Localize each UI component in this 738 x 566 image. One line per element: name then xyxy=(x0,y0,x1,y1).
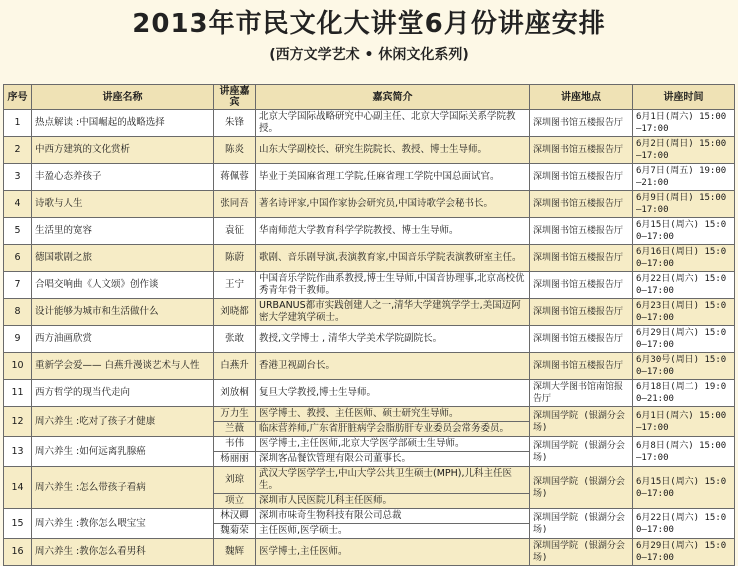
cell-lecture-name: 中西方建筑的文化赏析 xyxy=(32,137,214,164)
cell-time: 6月29日(周六) 15:00—17:00 xyxy=(633,539,735,566)
cell-location: 深圳大学图书馆南馆报告厅 xyxy=(530,380,633,407)
cell-no: 10 xyxy=(4,353,32,380)
cell-location: 深圳图书馆五楼报告厅 xyxy=(530,137,633,164)
cell-lecture-name: 周六养生 :如何远离乳腺癌 xyxy=(32,437,214,467)
cell-guest: 白燕升 xyxy=(214,353,256,380)
table-row xyxy=(4,539,735,566)
cell-intro: 医学博士,主任医师。 xyxy=(256,539,530,566)
cell-location: 深圳图书馆五楼报告厅 xyxy=(530,299,633,326)
cell-location: 深圳图书馆五楼报告厅 xyxy=(530,272,633,299)
cell-time: 6月22日(周六) 15:00—17:00 xyxy=(633,272,735,299)
header-guest: 讲座嘉宾 xyxy=(214,85,256,110)
cell-lecture-name: 周六养生 :吃对了孩子才健康 xyxy=(32,407,214,437)
cell-time: 6月2日(周日) 15:00—17:00 xyxy=(633,137,735,164)
table-row xyxy=(4,467,735,494)
cell-no: 16 xyxy=(4,539,32,566)
cell-intro: 武汉大学医学学士,中山大学公共卫生硕士(MPH),儿科主任医生。 xyxy=(256,467,530,494)
cell-no: 15 xyxy=(4,509,32,539)
cell-guest: 陈蔚 xyxy=(214,245,256,272)
cell-lecture-name: 重新学会爱—— 白燕升漫谈艺术与人性 xyxy=(32,353,214,380)
cell-time: 6月30号(周日) 15:00—17:00 xyxy=(633,353,735,380)
cell-location: 深圳国学院 (银湖分会场) xyxy=(530,509,633,539)
cell-intro: 香港卫视副台长。 xyxy=(256,353,530,380)
cell-guest: 项立 xyxy=(214,494,256,509)
cell-location: 深圳国学院 (银湖分会场) xyxy=(530,437,633,467)
cell-guest: 张敢 xyxy=(214,326,256,353)
cell-intro: 主任医师,医学硕士。 xyxy=(256,524,530,539)
cell-guest: 袁征 xyxy=(214,218,256,245)
header-no: 序号 xyxy=(4,85,32,110)
cell-guest: 万力生 xyxy=(214,407,256,422)
cell-time: 6月1日(周六) 15:00—17:00 xyxy=(633,110,735,137)
cell-location: 深圳国学院 (银湖分会场) xyxy=(530,539,633,566)
cell-lecture-name: 生活里的宽容 xyxy=(32,218,214,245)
table-row xyxy=(4,353,735,380)
cell-guest: 刘晓都 xyxy=(214,299,256,326)
cell-guest: 兰薇 xyxy=(214,422,256,437)
cell-intro: 毕业于美国麻省理工学院,任麻省理工学院中国总面试官。 xyxy=(256,164,530,191)
cell-guest: 韦伟 xyxy=(214,437,256,452)
cell-lecture-name: 周六养生 :教你怎么看男科 xyxy=(32,539,214,566)
cell-intro: 山东大学副校长、研究生院院长、教授、博士生导师。 xyxy=(256,137,530,164)
cell-lecture-name: 德国歌剧之旅 xyxy=(32,245,214,272)
table-row xyxy=(4,509,735,524)
cell-no: 1 xyxy=(4,110,32,137)
cell-no: 3 xyxy=(4,164,32,191)
table-body xyxy=(4,110,735,566)
cell-intro: 北京大学国际战略研究中心副主任、北京大学国际关系学院教授。 xyxy=(256,110,530,137)
cell-no: 8 xyxy=(4,299,32,326)
cell-guest: 蒋佩蓉 xyxy=(214,164,256,191)
cell-location: 深圳图书馆五楼报告厅 xyxy=(530,245,633,272)
cell-location: 深圳图书馆五楼报告厅 xyxy=(530,353,633,380)
table-row xyxy=(4,407,735,422)
cell-time: 6月16日(周日) 15:00—17:00 xyxy=(633,245,735,272)
cell-location: 深圳图书馆五楼报告厅 xyxy=(530,191,633,218)
cell-no: 5 xyxy=(4,218,32,245)
cell-no: 2 xyxy=(4,137,32,164)
cell-intro: 华南师范大学教育科学学院教授、博士生导师。 xyxy=(256,218,530,245)
cell-time: 6月9日(周日) 15:00—17:00 xyxy=(633,191,735,218)
header-name: 讲座名称 xyxy=(32,85,214,110)
cell-lecture-name: 周六养生 :怎么带孩子看病 xyxy=(32,467,214,509)
cell-intro: 医学博士、教授、主任医师、硕士研究生导师。 xyxy=(256,407,530,422)
table-row xyxy=(4,245,735,272)
cell-location: 深圳图书馆五楼报告厅 xyxy=(530,218,633,245)
lecture-schedule-table xyxy=(3,84,735,566)
cell-guest: 魏菊荣 xyxy=(214,524,256,539)
cell-lecture-name: 西方油画欣赏 xyxy=(32,326,214,353)
cell-lecture-name: 设计能够为城市和生活做什么 xyxy=(32,299,214,326)
cell-guest: 魏辉 xyxy=(214,539,256,566)
cell-no: 13 xyxy=(4,437,32,467)
cell-intro: 中国音乐学院作曲系教授,博士生导师,中国音协理事,北京高校优秀青年骨干教师。 xyxy=(256,272,530,299)
cell-intro: 复旦大学教授,博士生导师。 xyxy=(256,380,530,407)
cell-lecture-name: 诗歌与人生 xyxy=(32,191,214,218)
table-row xyxy=(4,218,735,245)
cell-guest: 王宁 xyxy=(214,272,256,299)
table-row xyxy=(4,137,735,164)
cell-lecture-name: 合唱交响曲《人文颂》创作谈 xyxy=(32,272,214,299)
cell-time: 6月23日(周日) 15:00—17:00 xyxy=(633,299,735,326)
table-row xyxy=(4,272,735,299)
cell-location: 深圳图书馆五楼报告厅 xyxy=(530,164,633,191)
cell-no: 14 xyxy=(4,467,32,509)
table-row xyxy=(4,380,735,407)
cell-time: 6月8日(周六) 15:00—17:00 xyxy=(633,437,735,467)
cell-no: 6 xyxy=(4,245,32,272)
header-time: 讲座时间 xyxy=(633,85,735,110)
cell-intro: 深圳客品餐饮管理有限公司董事长。 xyxy=(256,452,530,467)
cell-lecture-name: 周六养生 :教你怎么喂宝宝 xyxy=(32,509,214,539)
cell-location: 深圳国学院 (银湖分会场) xyxy=(530,407,633,437)
cell-lecture-name: 西方哲学的现当代走向 xyxy=(32,380,214,407)
cell-time: 6月18日(周二) 19:00—21:00 xyxy=(633,380,735,407)
page-title: 2013年市民文化大讲堂6月份讲座安排 xyxy=(132,9,606,39)
cell-location: 深圳图书馆五楼报告厅 xyxy=(530,110,633,137)
cell-intro: URBANUS都市实践创建人之一,清华大学建筑学学士,美国迈阿密大学建筑学硕士。 xyxy=(256,299,530,326)
cell-guest: 张同吾 xyxy=(214,191,256,218)
cell-intro: 深圳市人民医院儿科主任医师。 xyxy=(256,494,530,509)
header-intro: 嘉宾简介 xyxy=(256,85,530,110)
cell-time: 6月7日(周五) 19:00—21:00 xyxy=(633,164,735,191)
cell-guest: 陈炎 xyxy=(214,137,256,164)
header-location: 讲座地点 xyxy=(530,85,633,110)
cell-location: 深圳图书馆五楼报告厅 xyxy=(530,326,633,353)
cell-no: 11 xyxy=(4,380,32,407)
cell-intro: 医学博士,主任医师,北京大学医学部硕士生导师。 xyxy=(256,437,530,452)
cell-location: 深圳国学院 (银湖分会场) xyxy=(530,467,633,509)
table-row xyxy=(4,299,735,326)
cell-intro: 歌剧、音乐剧导演,表演教育家,中国音乐学院表演教研室主任。 xyxy=(256,245,530,272)
cell-time: 6月22日(周六) 15:00—17:00 xyxy=(633,509,735,539)
cell-lecture-name: 热点解读 :中国崛起的战略选择 xyxy=(32,110,214,137)
cell-guest: 林汉卿 xyxy=(214,509,256,524)
cell-no: 12 xyxy=(4,407,32,437)
table-row xyxy=(4,437,735,452)
cell-lecture-name: 丰盈心态养孩子 xyxy=(32,164,214,191)
cell-guest: 刘琼 xyxy=(214,467,256,494)
table-header-row xyxy=(4,85,735,110)
cell-guest: 杨丽丽 xyxy=(214,452,256,467)
table-row xyxy=(4,110,735,137)
cell-guest: 朱锋 xyxy=(214,110,256,137)
cell-intro: 教授,文学博士 , 清华大学美术学院副院长。 xyxy=(256,326,530,353)
cell-intro: 深圳市味奇生物科技有限公司总裁 xyxy=(256,509,530,524)
cell-time: 6月1日(周六) 15:00—17:00 xyxy=(633,407,735,437)
cell-no: 9 xyxy=(4,326,32,353)
table-row xyxy=(4,191,735,218)
table-row xyxy=(4,164,735,191)
cell-intro: 著名诗评家,中国作家协会研究员,中国诗歌学会秘书长。 xyxy=(256,191,530,218)
cell-time: 6月29日(周六) 15:00—17:00 xyxy=(633,326,735,353)
page-subtitle: (西方文学艺术 • 休闲文化系列) xyxy=(269,47,469,63)
cell-guest: 刘放桐 xyxy=(214,380,256,407)
cell-intro: 临床营养师,广东省肝脏病学会脂肪肝专业委员会常务委员。 xyxy=(256,422,530,437)
cell-time: 6月15日(周六) 15:00—17:00 xyxy=(633,467,735,509)
table-row xyxy=(4,326,735,353)
cell-no: 4 xyxy=(4,191,32,218)
cell-time: 6月15日(周六) 15:00—17:00 xyxy=(633,218,735,245)
cell-no: 7 xyxy=(4,272,32,299)
